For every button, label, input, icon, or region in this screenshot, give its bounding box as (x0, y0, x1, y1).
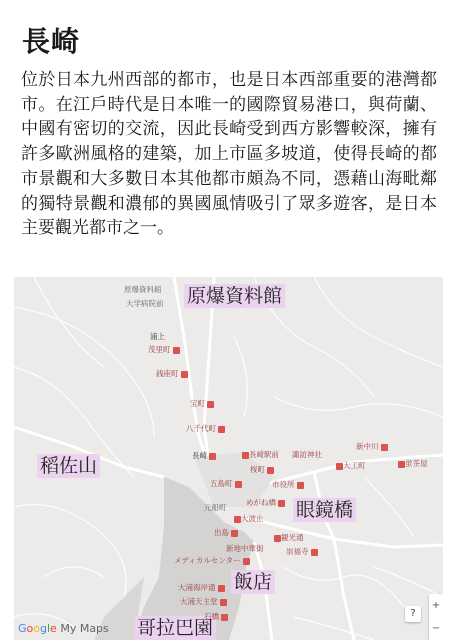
poi-suwa-shrine[interactable] (292, 450, 322, 460)
poi-yachiyomachi[interactable] (186, 424, 225, 434)
poi-label: 出島 (214, 528, 229, 537)
tram-stop-icon (220, 599, 227, 606)
poi-label: 八千代町 (186, 424, 216, 433)
tram-stop-icon (221, 614, 228, 621)
intro-paragraph: 位於日本九州西部的都市，也是日本西部重要的港灣都市。在江戶時代是日本唯一的國際貿易港口，與荷蘭、中國有密切的交流，因此長崎受到西方影響較深，擁有許多歐洲風格的建築，加上市區多坡道，使得長崎的都市景觀和大多數日本其他都市頗為不同，憑藉山海毗鄰的獨特景觀和濃郁的異國風情吸引了眾多遊客，是日本主要觀光都市之一。 (21, 70, 437, 239)
poi-urakami[interactable] (150, 332, 165, 342)
poi-nagasaki-ekimae[interactable] (240, 450, 279, 460)
poi-label: 新地中華街 (226, 544, 264, 553)
poi-label: めがね橋 (246, 498, 276, 507)
poi-shin-nakagawa[interactable] (356, 442, 388, 452)
logo-letter: e (50, 622, 57, 635)
tram-stop-icon (278, 500, 285, 507)
label-hotel[interactable]: 飯店 (231, 570, 275, 594)
poi-university-hospital[interactable] (126, 299, 164, 309)
poi-meganebashi[interactable] (246, 498, 285, 508)
poi-label: 原爆資料館 (124, 285, 162, 294)
tram-stop-icon (235, 481, 242, 488)
label-megane-bridge[interactable]: 眼鏡橋 (293, 498, 356, 522)
logo-letter: o (33, 622, 40, 635)
poi-label: 銭座町 (156, 369, 179, 378)
poi-label: 宝町 (190, 399, 205, 408)
poi-sakuramachi[interactable] (250, 465, 274, 475)
poi-dejima[interactable] (214, 528, 238, 538)
tram-stop-icon (398, 461, 405, 468)
tram-stop-icon (181, 371, 188, 378)
poi-morimachi[interactable] (148, 345, 180, 355)
tram-stop-icon (207, 401, 214, 408)
poi-nagasaki-station[interactable] (192, 451, 216, 461)
embedded-map[interactable] (14, 277, 443, 640)
poi-label: 大浦海岸通 (178, 583, 216, 592)
poi-oura-tenshudo[interactable] (180, 597, 227, 607)
poi-label: メディカルセンター (174, 556, 241, 565)
tram-stop-icon (242, 452, 249, 459)
poi-label: 桜町 (250, 465, 265, 474)
poi-ishibashi[interactable] (204, 612, 228, 622)
poi-ohato[interactable] (232, 514, 264, 524)
poi-motofunamachi[interactable] (204, 503, 227, 513)
poi-label: 大工町 (343, 461, 366, 470)
google-my-maps-logo[interactable] (18, 622, 109, 635)
tram-stop-icon (218, 426, 225, 433)
poi-shinchi-chinatown[interactable] (226, 544, 264, 554)
poi-takaramachi[interactable] (190, 399, 214, 409)
help-button[interactable]: ? (405, 606, 421, 622)
label-glover-garden[interactable]: 哥拉巴園 (134, 616, 216, 640)
poi-atomic-museum[interactable] (124, 285, 162, 295)
poi-label: 諏訪神社 (292, 450, 322, 459)
poi-label: 浦上 (150, 332, 165, 341)
tram-stop-icon (381, 444, 388, 451)
logo-letter: G (18, 622, 27, 635)
logo-letter: o (26, 622, 34, 635)
tram-stop-icon (274, 535, 281, 542)
poi-oura-kaigandori[interactable] (178, 583, 225, 593)
label-mount-inasa[interactable]: 稻佐山 (37, 454, 100, 478)
poi-zenzamachi[interactable] (156, 369, 188, 379)
tram-stop-icon (267, 467, 274, 474)
zoom-in-button[interactable]: + (431, 600, 441, 611)
poi-label: 新中川 (356, 442, 379, 451)
poi-label: 五島町 (210, 479, 233, 488)
poi-label: 崇福寺 (286, 547, 309, 556)
tram-stop-icon (336, 463, 343, 470)
poi-label: 市役所 (272, 480, 295, 489)
zoom-out-button[interactable]: − (431, 623, 441, 634)
train-icon (209, 453, 216, 460)
tram-stop-icon (173, 347, 180, 354)
poi-sofukuji[interactable] (286, 547, 318, 557)
tram-stop-icon (297, 482, 304, 489)
logo-letter: g (40, 622, 47, 635)
tram-stop-icon (234, 516, 241, 523)
page-title: 長崎 (22, 25, 81, 58)
poi-hotarujaya[interactable] (396, 459, 428, 469)
poi-label: 長崎駅前 (249, 450, 279, 459)
tram-stop-icon (231, 530, 238, 537)
tram-stop-icon (243, 558, 250, 565)
poi-medical-center[interactable] (174, 556, 250, 566)
tram-stop-icon (311, 549, 318, 556)
poi-kankodori[interactable] (272, 533, 304, 543)
poi-label: 大波止 (241, 514, 264, 523)
logo-text: My Maps (56, 622, 109, 635)
zoom-control[interactable] (429, 594, 443, 640)
poi-label: 茂里町 (148, 345, 171, 354)
poi-city-hall[interactable] (272, 480, 304, 490)
label-atomic-bomb-museum[interactable]: 原爆資料館 (184, 284, 285, 308)
poi-label: 観光通 (281, 533, 304, 542)
logo-letter: l (46, 622, 51, 635)
poi-gotomachi[interactable] (210, 479, 242, 489)
poi-label: 長崎 (192, 451, 207, 460)
poi-label: 石橋 (204, 612, 219, 621)
poi-label: 元船町 (204, 503, 227, 512)
tram-stop-icon (218, 585, 225, 592)
poi-label: 大学病院前 (126, 299, 164, 308)
poi-label: 蛍茶屋 (405, 459, 428, 468)
poi-daikumachi[interactable] (334, 461, 366, 471)
poi-label: 大浦天主堂 (180, 597, 218, 606)
